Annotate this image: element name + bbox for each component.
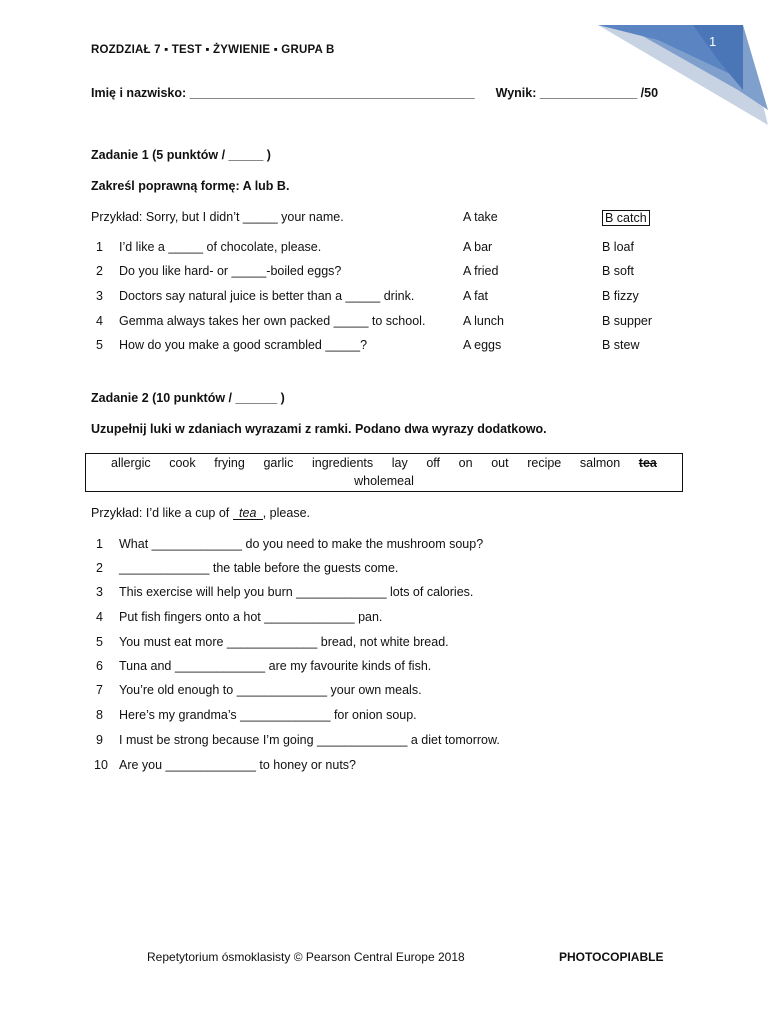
item-sentence[interactable]: You must eat more _____________ bread, not white bread. <box>119 635 449 649</box>
item-number: 10 <box>94 758 108 772</box>
word-bank-line-2: wholemeal <box>354 474 414 488</box>
example-text-before: Przykład: I’d like a cup of <box>91 506 233 520</box>
name-line: Imię i nazwisko: _________________________________________ <box>91 86 475 100</box>
option-b[interactable]: B supper <box>602 314 653 328</box>
item-sentence: Gemma always takes her own packed _____ to school. <box>119 314 426 328</box>
item-sentence[interactable]: What _____________ do you need to make the mushroom soup? <box>119 537 484 551</box>
score-line: Wynik: ______________ /50 <box>495 86 659 100</box>
word-bank-word-struck: tea <box>638 456 657 470</box>
item-number: 5 <box>96 635 103 649</box>
page-header: ROZDZIAŁ 7 ▪ TEST ▪ ŻYWIENIE ▪ GRUPA B <box>91 44 335 56</box>
option-b[interactable]: B fizzy <box>602 289 639 303</box>
task2-title: Zadanie 2 (10 punktów / ______ ) <box>91 391 285 405</box>
item-number: 7 <box>96 683 103 697</box>
word-bank-line-1 <box>111 456 657 470</box>
item-number: 4 <box>96 314 103 328</box>
item-sentence[interactable]: _____________ the table before the guests come. <box>119 561 399 575</box>
word-bank-word: out <box>491 456 509 470</box>
corner-decoration <box>598 0 768 125</box>
item-sentence[interactable]: Tuna and _____________ are my favourite kinds of fish. <box>119 659 432 673</box>
option-a[interactable]: A bar <box>463 240 493 254</box>
task2-example <box>91 506 310 520</box>
task1-instruction: Zakreśl poprawną formę: A lub B. <box>91 179 290 193</box>
item-number: 1 <box>96 537 103 551</box>
item-sentence[interactable]: Here’s my grandma’s _____________ for onion soup. <box>119 708 417 722</box>
word-bank-word: on <box>458 456 473 470</box>
task1-example-option-a: A take <box>463 210 498 224</box>
word-bank-box <box>85 453 683 492</box>
option-b[interactable]: B stew <box>602 338 640 352</box>
item-sentence[interactable]: I must be strong because I’m going _____________ a diet tomorrow. <box>119 733 500 747</box>
item-number: 2 <box>96 264 103 278</box>
word-bank-word: cook <box>169 456 196 470</box>
word-bank-word: salmon <box>579 456 621 470</box>
word-bank-word: frying <box>214 456 245 470</box>
item-sentence: I’d like a _____ of chocolate, please. <box>119 240 322 254</box>
option-a[interactable]: A lunch <box>463 314 505 328</box>
word-bank-word: off <box>426 456 441 470</box>
item-sentence: Doctors say natural juice is better than a _____ drink. <box>119 289 415 303</box>
word-bank-word: recipe <box>527 456 562 470</box>
option-a[interactable]: A fat <box>463 289 489 303</box>
page-number: 1 <box>709 34 717 49</box>
word-bank-word: ingredients <box>311 456 374 470</box>
item-sentence[interactable]: You’re old enough to _____________ your own meals. <box>119 683 422 697</box>
option-a[interactable]: A fried <box>463 264 499 278</box>
option-a[interactable]: A eggs <box>463 338 502 352</box>
item-number: 9 <box>96 733 103 747</box>
example-answer: tea <box>233 507 263 520</box>
footer-copyright: Repetytorium ósmoklasisty © Pearson Central Europe 2018 <box>147 950 465 964</box>
word-bank-word: allergic <box>111 456 151 470</box>
item-sentence: Do you like hard- or _____-boiled eggs? <box>119 264 342 278</box>
task2-instruction: Uzupełnij luki w zdaniach wyrazami z ramki. Podano dwa wyrazy dodatkowo. <box>91 422 547 436</box>
footer-photocopiable: PHOTOCOPIABLE <box>559 950 664 964</box>
item-number: 3 <box>96 585 103 599</box>
item-number: 1 <box>96 240 103 254</box>
option-b[interactable]: B loaf <box>602 240 634 254</box>
option-b[interactable]: B soft <box>602 264 634 278</box>
item-number: 8 <box>96 708 103 722</box>
item-number: 3 <box>96 289 103 303</box>
word-bank-word: lay <box>391 456 408 470</box>
item-number: 4 <box>96 610 103 624</box>
item-sentence[interactable]: This exercise will help you burn _____________ lots of calories. <box>119 585 474 599</box>
item-number: 2 <box>96 561 103 575</box>
task1-example-sentence: Przykład: Sorry, but I didn’t _____ your name. <box>91 210 344 224</box>
name-score-row <box>91 86 658 100</box>
example-text-after: , please. <box>262 506 310 520</box>
item-number: 6 <box>96 659 103 673</box>
word-bank-word: garlic <box>263 456 294 470</box>
task1-example-option-b-circled: B catch <box>602 210 650 226</box>
item-sentence[interactable]: Put fish fingers onto a hot _____________ pan. <box>119 610 383 624</box>
item-sentence: How do you make a good scrambled _____? <box>119 338 368 352</box>
task1-title: Zadanie 1 (5 punktów / _____ ) <box>91 148 271 162</box>
item-sentence[interactable]: Are you _____________ to honey or nuts? <box>119 758 356 772</box>
item-number: 5 <box>96 338 103 352</box>
